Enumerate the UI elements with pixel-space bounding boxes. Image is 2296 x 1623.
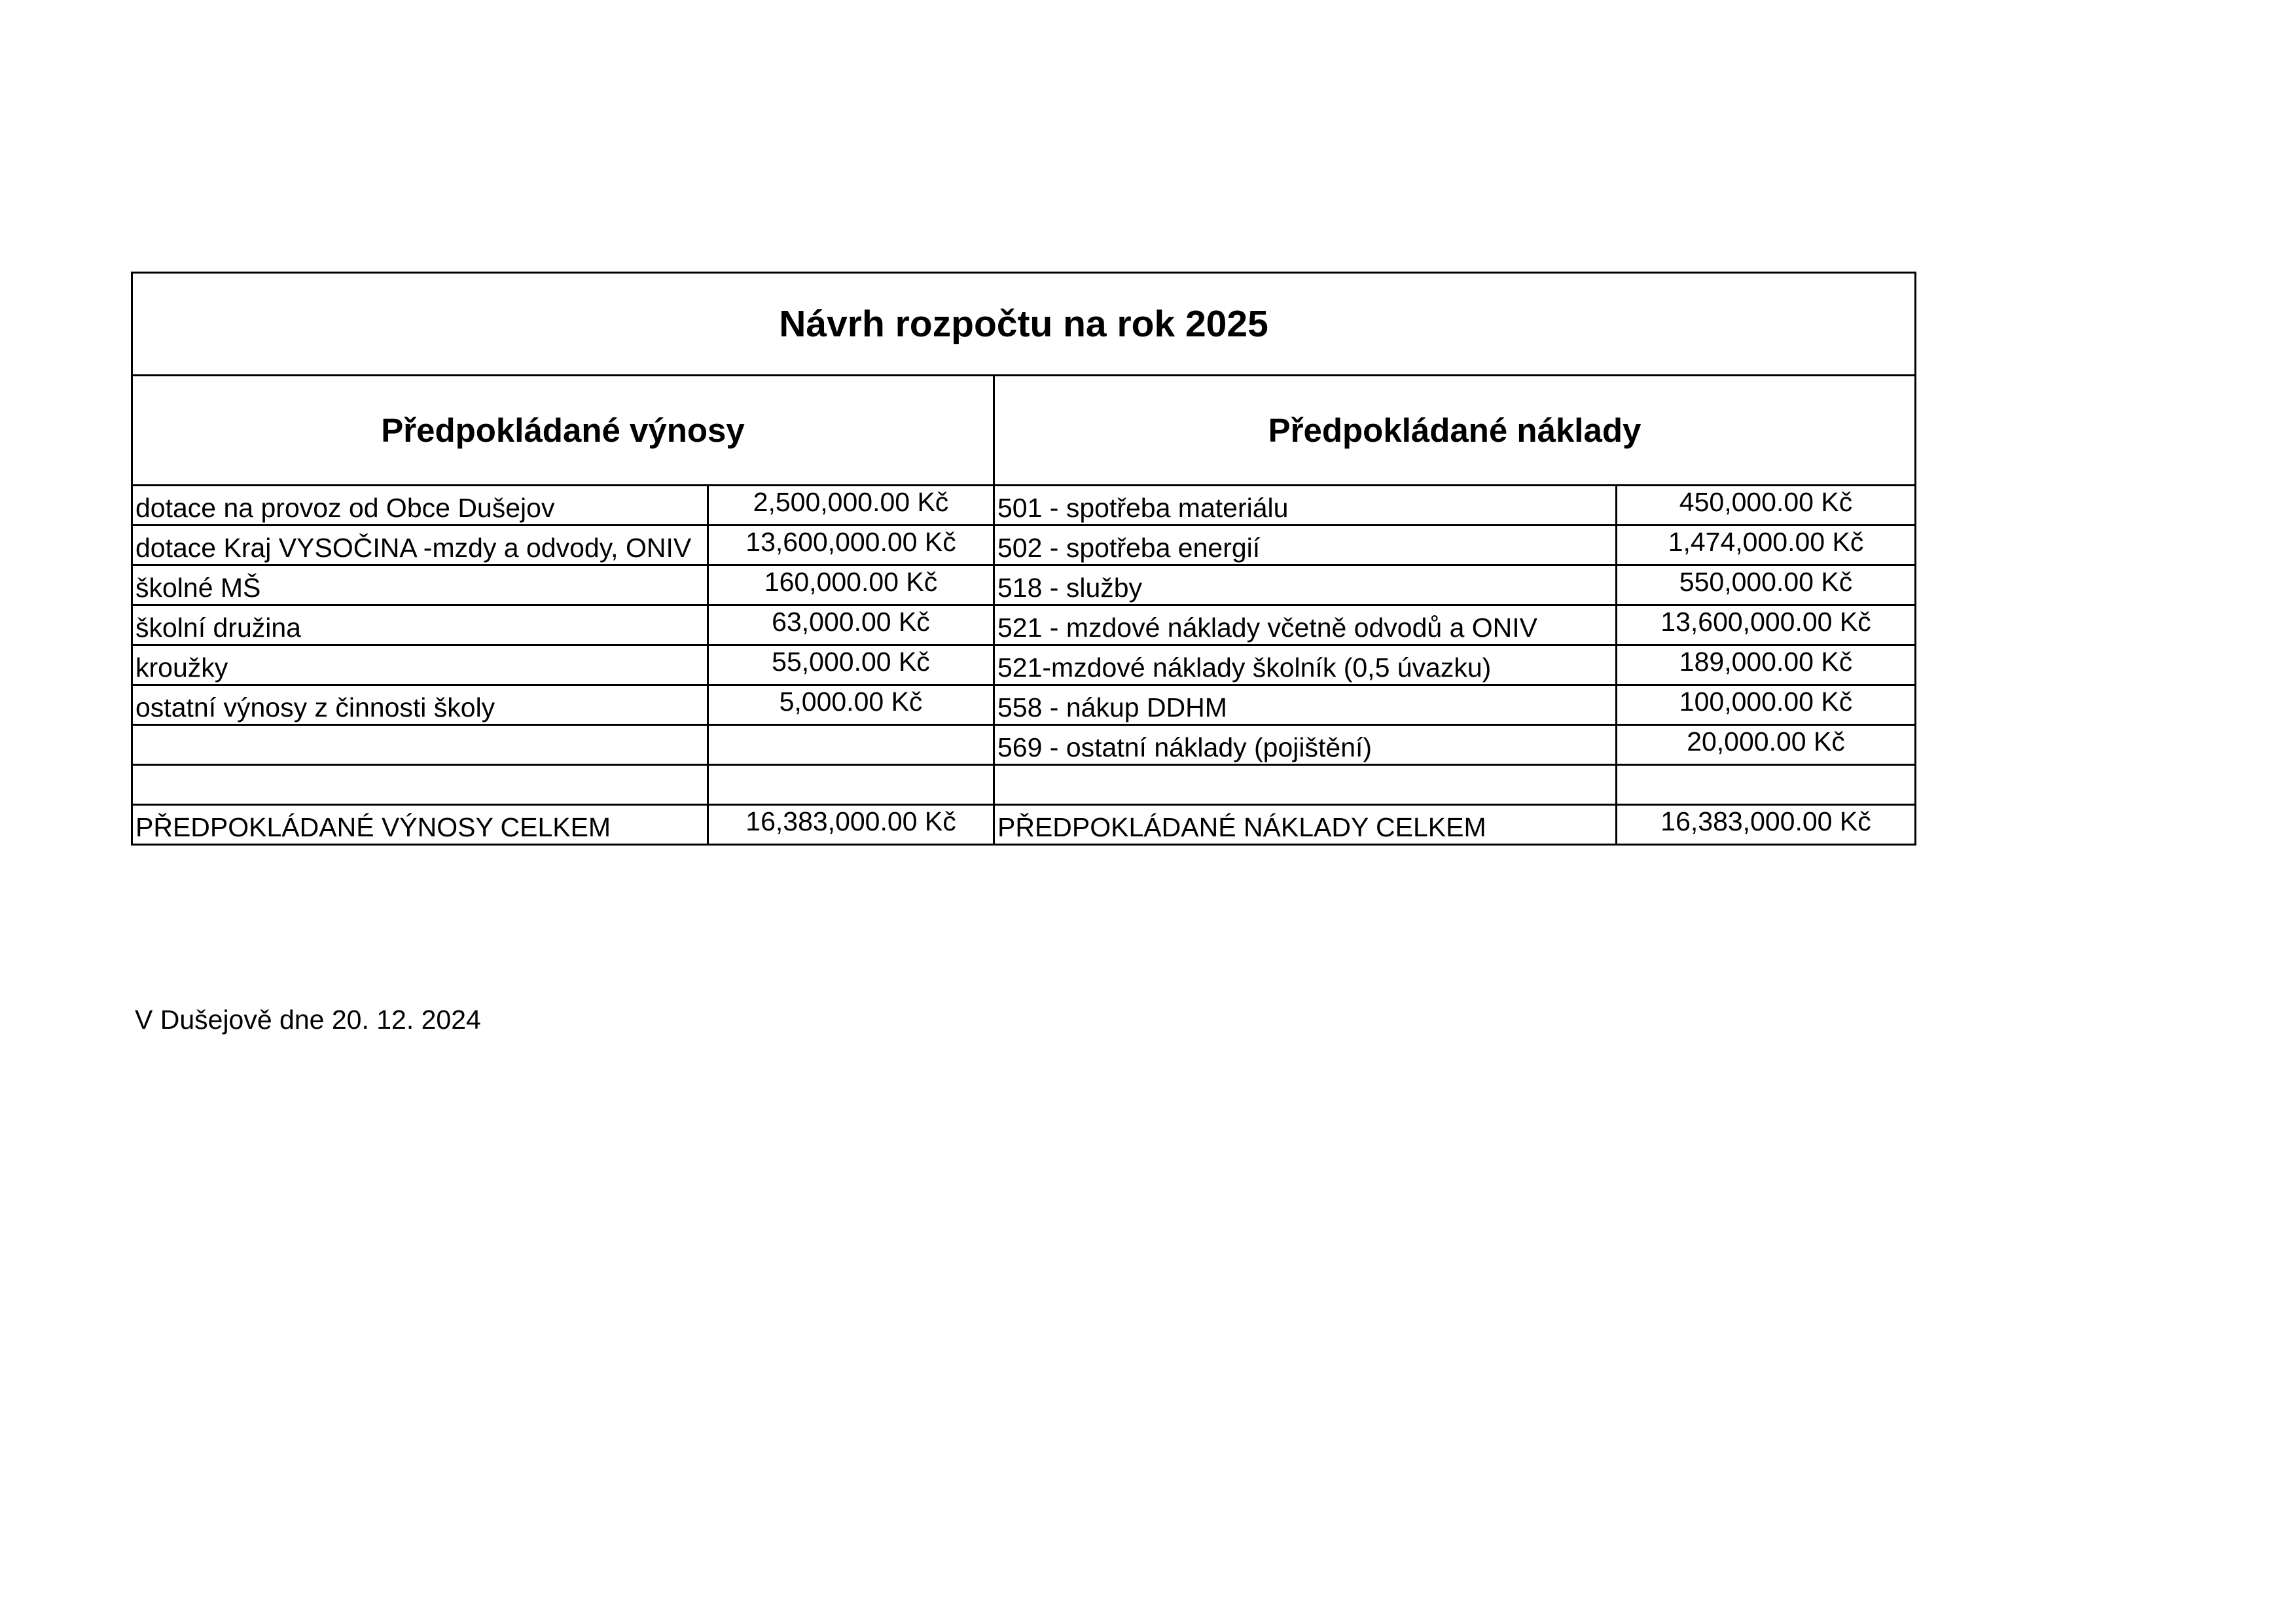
revenue-item-label: dotace na provoz od Obce Dušejov (132, 486, 708, 526)
cost-item-amount: 450,000.00 Kč (1617, 486, 1916, 526)
table-row (132, 605, 1916, 645)
table-row-empty (132, 765, 1916, 805)
empty-cell (708, 725, 994, 765)
table-row (132, 685, 1916, 725)
revenue-item-label: školné MŠ (132, 565, 708, 605)
cost-item-label: 501 - spotřeba materiálu (994, 486, 1617, 526)
empty-cell (708, 765, 994, 805)
budget-sheet (131, 272, 1914, 841)
cost-item-label: 569 - ostatní náklady (pojištění) (994, 725, 1617, 765)
revenue-total-amount: 16,383,000.00 Kč (708, 805, 994, 845)
cost-item-amount: 20,000.00 Kč (1617, 725, 1916, 765)
revenue-item-amount: 55,000.00 Kč (708, 645, 994, 685)
revenue-item-amount: 5,000.00 Kč (708, 685, 994, 725)
revenue-heading: Předpokládané výnosy (132, 376, 994, 486)
cost-item-label: 521 - mzdové náklady včetně odvodů a ONIV (994, 605, 1617, 645)
costs-total-amount: 16,383,000.00 Kč (1617, 805, 1916, 845)
cost-item-label: 502 - spotřeba energií (994, 526, 1617, 565)
revenue-item-amount: 13,600,000.00 Kč (708, 526, 994, 565)
cost-item-amount: 1,474,000.00 Kč (1617, 526, 1916, 565)
total-row (132, 805, 1916, 845)
budget-table (131, 272, 1916, 846)
section-heading-row (132, 376, 1916, 486)
costs-total-label: PŘEDPOKLÁDANÉ NÁKLADY CELKEM (994, 805, 1617, 845)
title-row (132, 273, 1916, 376)
revenue-item-amount: 63,000.00 Kč (708, 605, 994, 645)
revenue-item-label: ostatní výnosy z činnosti školy (132, 685, 708, 725)
empty-cell (132, 725, 708, 765)
table-row (132, 565, 1916, 605)
cost-item-amount: 13,600,000.00 Kč (1617, 605, 1916, 645)
table-row (132, 645, 1916, 685)
cost-item-amount: 100,000.00 Kč (1617, 685, 1916, 725)
revenue-item-amount: 160,000.00 Kč (708, 565, 994, 605)
revenue-item-label: dotace Kraj VYSOČINA -mzdy a odvody, ONIV (132, 526, 708, 565)
revenue-item-amount: 2,500,000.00 Kč (708, 486, 994, 526)
page-title: Návrh rozpočtu na rok 2025 (132, 273, 1916, 376)
table-row (132, 486, 1916, 526)
revenue-item-label: školní družina (132, 605, 708, 645)
costs-heading: Předpokládané náklady (994, 376, 1916, 486)
cost-item-amount: 189,000.00 Kč (1617, 645, 1916, 685)
cost-item-label: 558 - nákup DDHM (994, 685, 1617, 725)
empty-cell (132, 765, 708, 805)
empty-cell (1617, 765, 1916, 805)
cost-item-label: 518 - služby (994, 565, 1617, 605)
revenue-item-label: kroužky (132, 645, 708, 685)
table-row (132, 725, 1916, 765)
cost-item-amount: 550,000.00 Kč (1617, 565, 1916, 605)
place-and-date: V Dušejově dne 20. 12. 2024 (135, 1005, 481, 1035)
empty-cell (994, 765, 1617, 805)
revenue-total-label: PŘEDPOKLÁDANÉ VÝNOSY CELKEM (132, 805, 708, 845)
cost-item-label: 521-mzdové náklady školník (0,5 úvazku) (994, 645, 1617, 685)
table-row (132, 526, 1916, 565)
